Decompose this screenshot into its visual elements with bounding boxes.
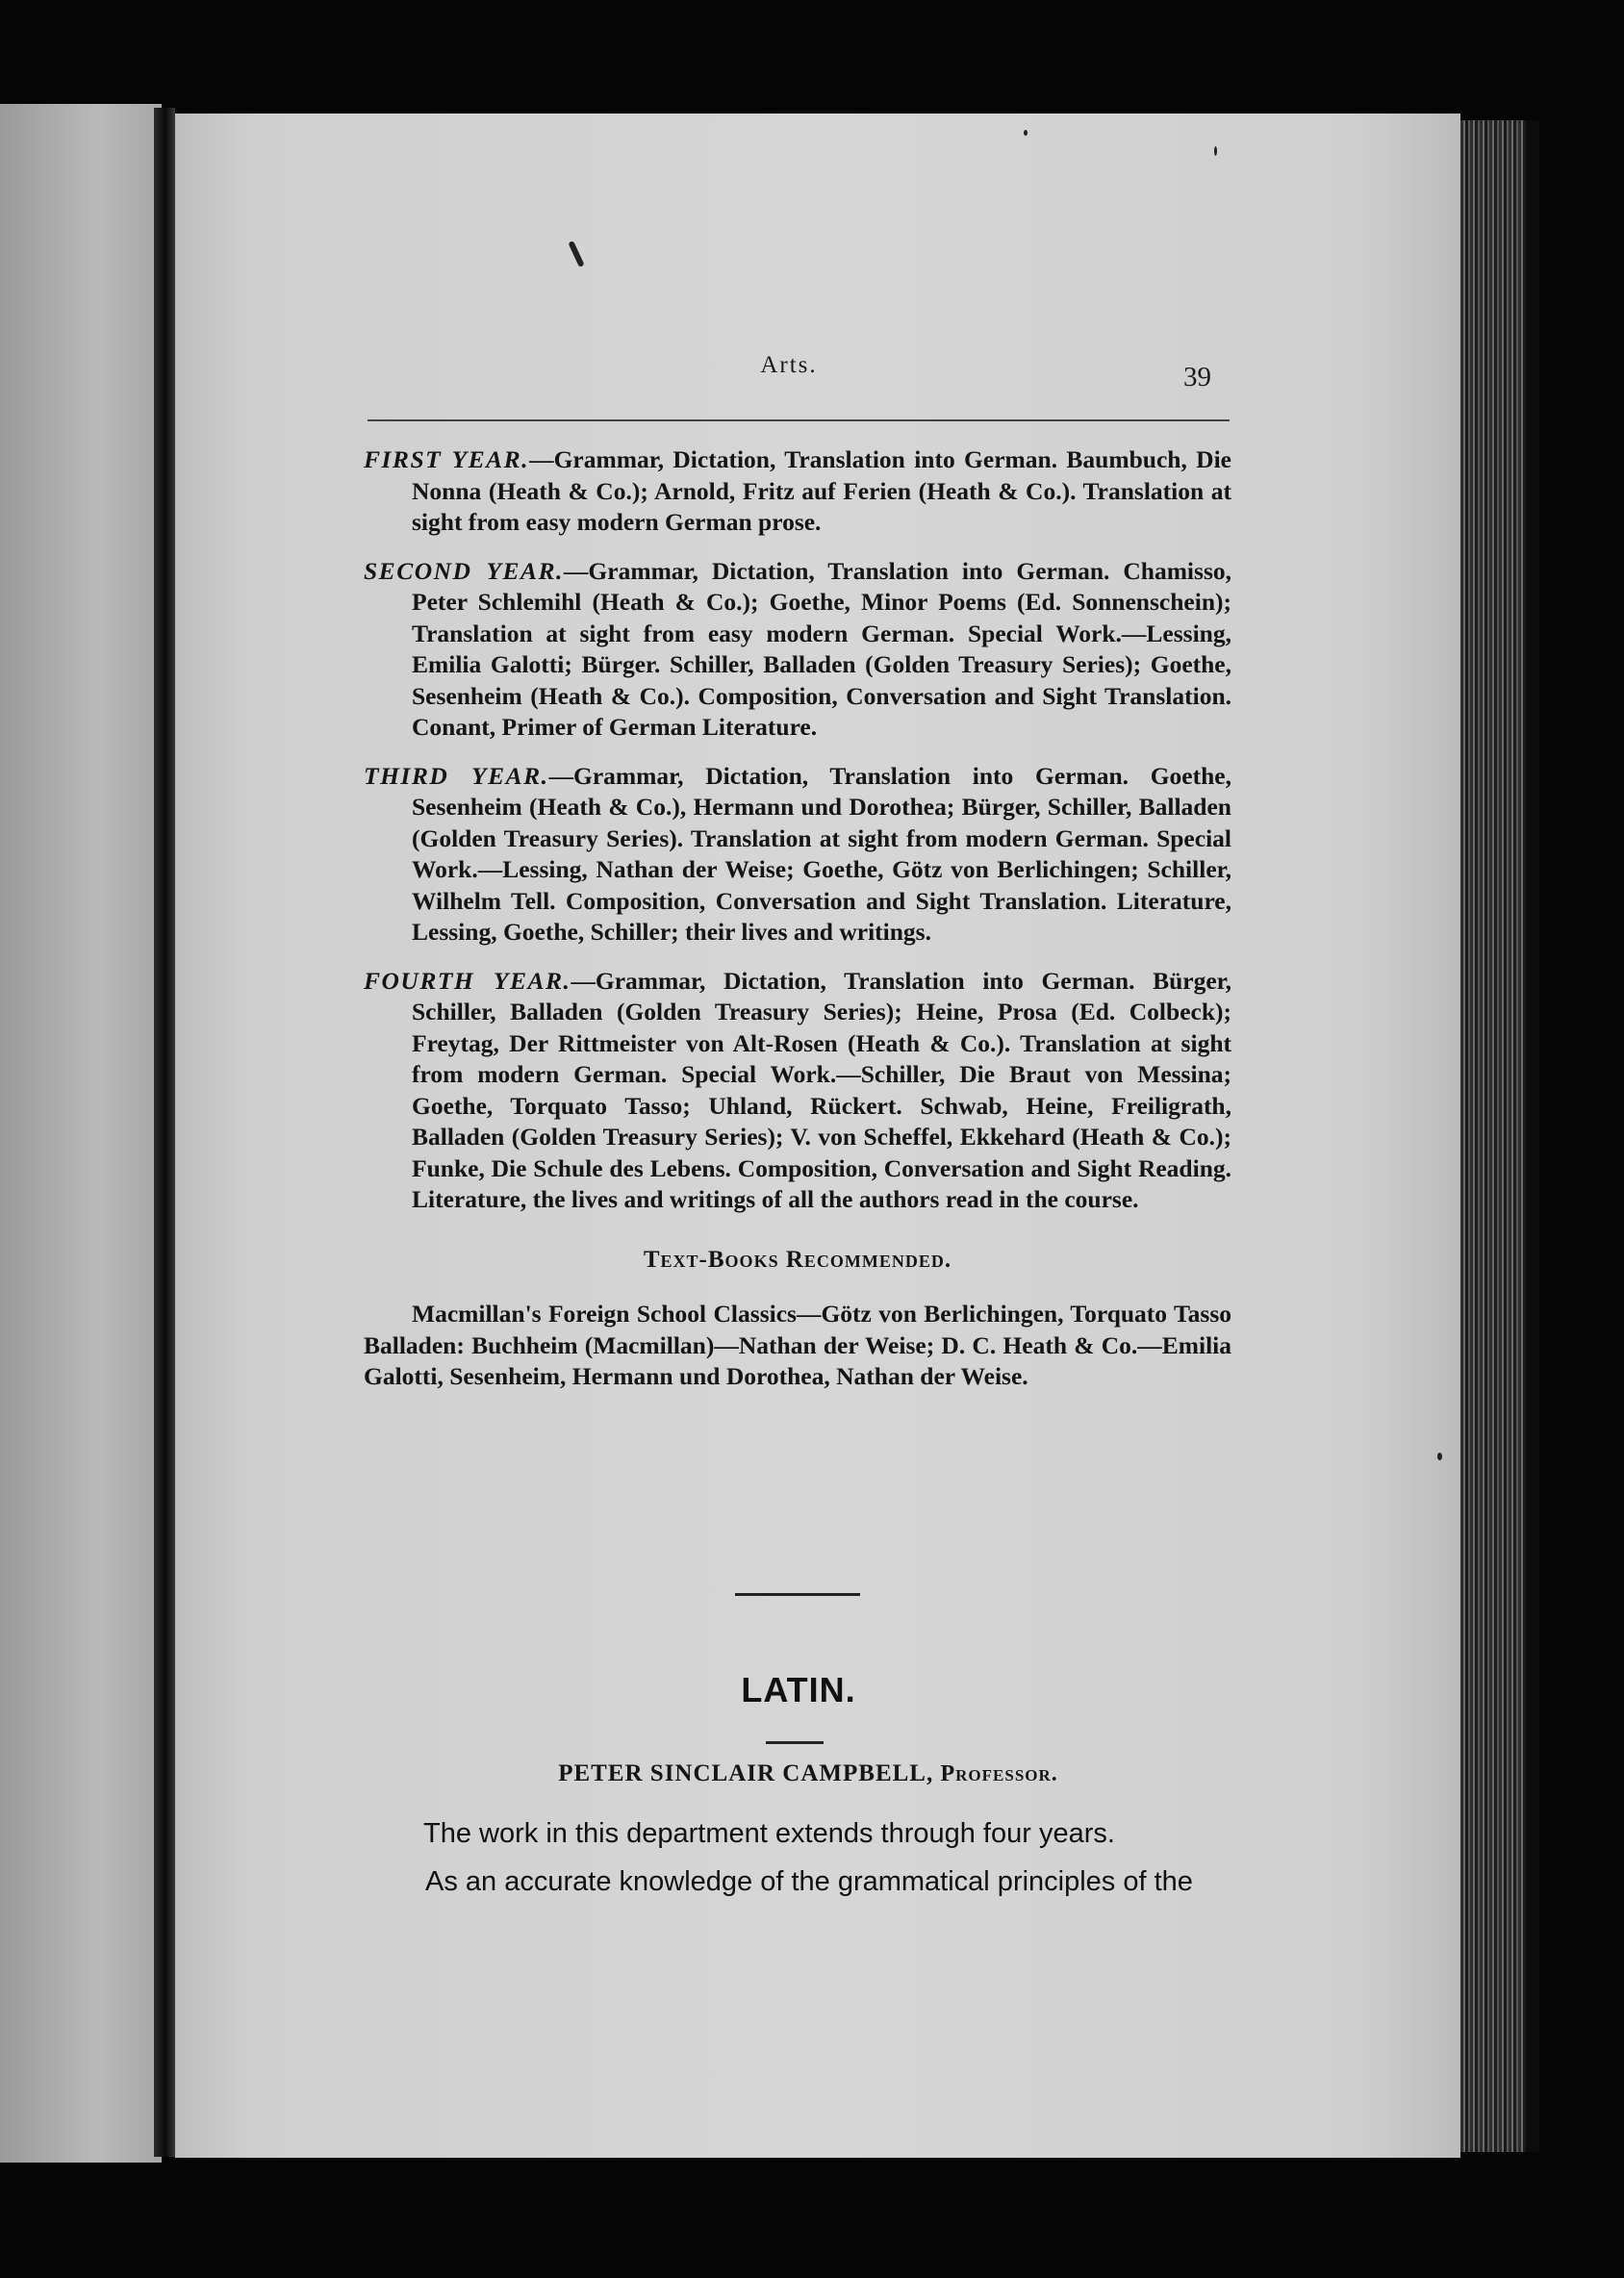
professor-title: Professor. [940, 1761, 1058, 1786]
first-year-paragraph [364, 444, 1231, 539]
fourth-year-label: FOURTH YEAR. [364, 966, 571, 995]
latin-heading: LATIN. [741, 1670, 856, 1709]
facing-page-edge [0, 104, 162, 2163]
heading-rule [766, 1741, 824, 1744]
running-head: Arts. [760, 352, 818, 378]
textbooks-heading: Text-Books Recommended. [643, 1246, 952, 1273]
fourth-year-paragraph [364, 966, 1231, 1216]
second-year-text: —Grammar, Dictation, Translation into German. Chamisso, Peter Schlemihl (Heath & Co.); Goethe, Minor Poems (Ed. Sonnenschein); Translation at sight from easy modern German. Special Work.—Lessing, Emilia Galotti; Bürger. Schiller, Balladen (Golden Treasury Series); Goethe, Sesenheim (Heath & Co.). Composition, Conversation and Sight Translation. Conant, Primer of German Literature. [412, 556, 1231, 741]
second-year-label: SECOND YEAR. [364, 556, 564, 585]
professor-name: PETER SINCLAIR CAMPBELL, [558, 1760, 934, 1786]
ink-speck [1437, 1453, 1442, 1460]
ink-speck [1214, 146, 1217, 156]
latin-paragraph-1: The work in this department extends through four years. [423, 1818, 1115, 1849]
second-year-paragraph [364, 556, 1231, 744]
third-year-paragraph [364, 761, 1231, 949]
latin-paragraph-2: As an accurate knowledge of the grammatical principles of the [425, 1866, 1193, 1897]
third-year-label: THIRD YEAR. [364, 761, 549, 790]
professor-line [481, 1760, 1135, 1787]
textbooks-text: Macmillan's Foreign School Classics—Götz von Berlichingen, Torquato Tasso Balladen: Buchheim (Macmillan)—Nathan der Weise; D. C. Heath & Co.—Emilia Galotti, Sesenheim, Hermann und Dorothea, Nathan der Weise. [364, 1300, 1231, 1390]
book-gutter [154, 108, 175, 2157]
third-year-text: —Grammar, Dictation, Translation into German. Goethe, Sesenheim (Heath & Co.), Hermann und Dorothea; Bürger, Schiller, Balladen (Golden Treasury Series). Translation at sight from modern German. Special Work.—Lessing, Nathan der Weise; Goethe, Götz von Berlichingen; Schiller, Wilhelm Tell. Composition, Conversation and Sight Translation. Literature, Lessing, Goethe, Schiller; their lives and writings. [412, 761, 1231, 946]
fourth-year-text: —Grammar, Dictation, Translation into German. Bürger, Schiller, Balladen (Golden Treasury Series); Heine, Prosa (Ed. Colbeck); Freytag, Der Rittmeister von Alt-Rosen (Heath & Co.). Translation at sight from modern German. Special Work.—Schiller, Die Braut von Messina; Goethe, Torquato Tasso; Uhland, Rückert. Schwab, Heine, Freiligrath, Balladen (Golden Treasury Series); V. von Scheffel, Ekkehard (Heath & Co.); Funke, Die Schule des Lebens. Composition, Conversation and Sight Reading. Literature, the lives and writings of all the authors read in the course. [412, 966, 1231, 1213]
first-year-text: —Grammar, Dictation, Translation into German. Baumbuch, Die Nonna (Heath & Co.); Arnold, Fritz auf Ferien (Heath & Co.). Translation at sight from easy modern German prose. [412, 445, 1231, 536]
ink-speck [1024, 130, 1028, 136]
header-rule [368, 419, 1230, 421]
section-divider [735, 1593, 860, 1596]
german-course-content [364, 444, 1231, 1393]
page-edges [1460, 120, 1539, 2152]
first-year-label: FIRST YEAR. [364, 445, 530, 473]
page-number: 39 [1183, 362, 1211, 392]
